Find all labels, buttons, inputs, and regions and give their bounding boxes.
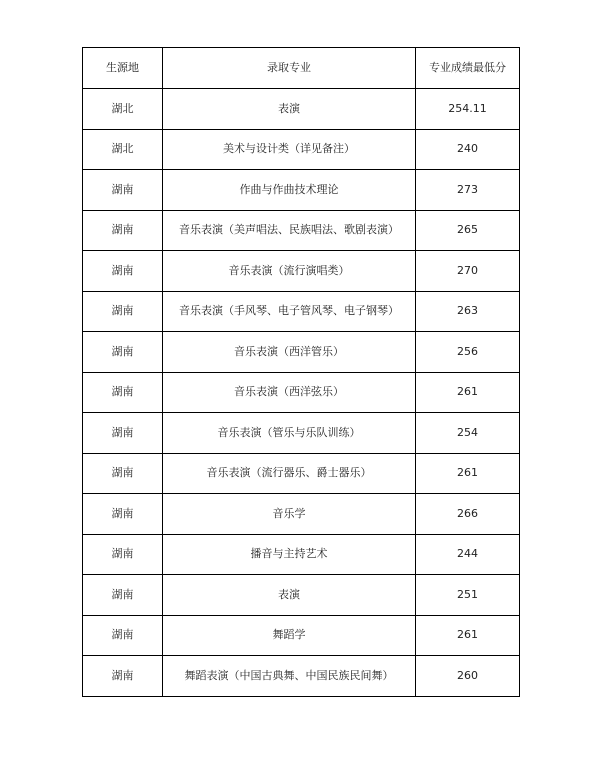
cell-min-score: 266 [416,494,520,535]
table-row [83,575,520,616]
header-origin: 生源地 [83,48,163,89]
cell-origin: 湖南 [83,575,163,616]
cell-major: 播音与主持艺术 [163,534,416,575]
header-major: 录取专业 [163,48,416,89]
cell-origin: 湖南 [83,494,163,535]
cell-min-score: 261 [416,372,520,413]
table-header-row [83,48,520,89]
cell-origin: 湖南 [83,413,163,454]
table-row [83,534,520,575]
cell-major: 表演 [163,89,416,130]
table-row [83,615,520,656]
cell-origin: 湖南 [83,656,163,697]
cell-origin: 湖南 [83,210,163,251]
cell-major: 音乐表演（西洋弦乐） [163,372,416,413]
cell-min-score: 273 [416,170,520,211]
table-row [83,291,520,332]
header-min-score: 专业成绩最低分 [416,48,520,89]
cell-major: 音乐表演（流行器乐、爵士器乐） [163,453,416,494]
table-row [83,251,520,292]
cell-origin: 湖南 [83,170,163,211]
cell-min-score: 244 [416,534,520,575]
cell-major: 舞蹈学 [163,615,416,656]
cell-min-score: 260 [416,656,520,697]
cell-origin: 湖北 [83,129,163,170]
cell-min-score: 254 [416,413,520,454]
table-row [83,170,520,211]
cell-min-score: 256 [416,332,520,373]
cell-origin: 湖南 [83,453,163,494]
cell-major: 音乐表演（管乐与乐队训练） [163,413,416,454]
table-row [83,453,520,494]
table-row [83,210,520,251]
cell-origin: 湖南 [83,372,163,413]
cell-major: 作曲与作曲技术理论 [163,170,416,211]
cell-major: 舞蹈表演（中国古典舞、中国民族民间舞） [163,656,416,697]
cell-major: 表演 [163,575,416,616]
cell-origin: 湖南 [83,534,163,575]
cell-major: 音乐表演（美声唱法、民族唱法、歌剧表演） [163,210,416,251]
admission-score-table [82,47,520,697]
cell-origin: 湖南 [83,291,163,332]
cell-major: 音乐学 [163,494,416,535]
table-row [83,494,520,535]
cell-min-score: 240 [416,129,520,170]
table-row [83,129,520,170]
table-row [83,656,520,697]
table-row [83,413,520,454]
cell-min-score: 270 [416,251,520,292]
cell-min-score: 261 [416,453,520,494]
table-row [83,372,520,413]
cell-origin: 湖北 [83,89,163,130]
cell-origin: 湖南 [83,615,163,656]
cell-origin: 湖南 [83,332,163,373]
table-row [83,89,520,130]
cell-major: 音乐表演（流行演唱类） [163,251,416,292]
cell-min-score: 251 [416,575,520,616]
cell-min-score: 263 [416,291,520,332]
cell-origin: 湖南 [83,251,163,292]
cell-major: 音乐表演（西洋管乐） [163,332,416,373]
cell-min-score: 261 [416,615,520,656]
cell-major: 美术与设计类（详见备注） [163,129,416,170]
cell-major: 音乐表演（手风琴、电子管风琴、电子钢琴） [163,291,416,332]
table-row [83,332,520,373]
cell-min-score: 265 [416,210,520,251]
cell-min-score: 254.11 [416,89,520,130]
